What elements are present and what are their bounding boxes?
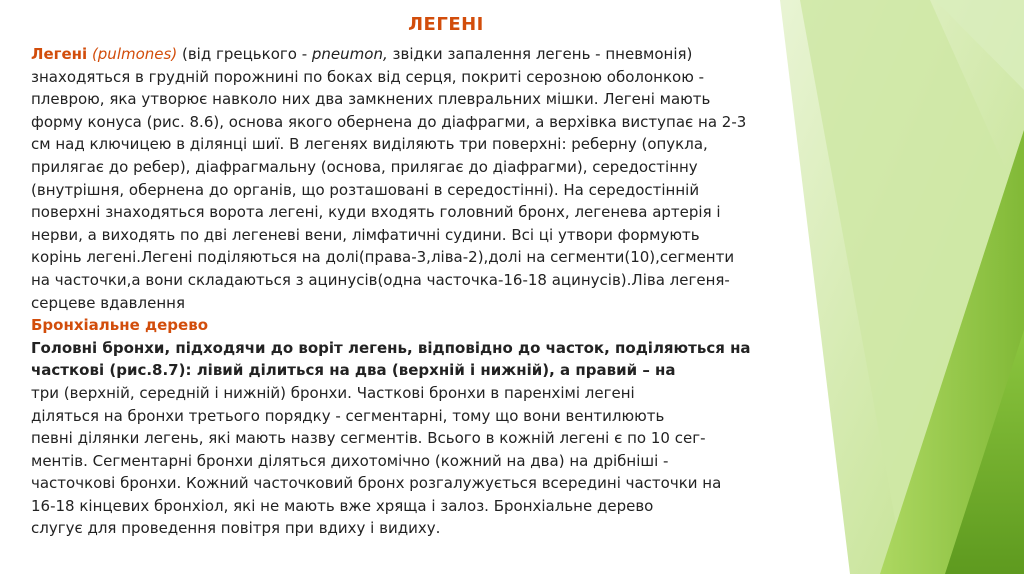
paragraph-line [31, 43, 841, 66]
paragraph-line: певні ділянки легень, які мають назву сегментів. Всього в кожній легені є по 10 сег- [31, 429, 706, 448]
page-title: ЛЕГЕНІ [408, 14, 484, 35]
paragraph-line: на часточки,а вони складаються з ацинусів(одна часточка-16-18 ацинусів).Ліва легеня- [31, 270, 730, 289]
paragraph-line: слугує для проведення повітря при вдиху і видиху. [31, 519, 441, 538]
paragraph-line: три (верхній, середній і нижній) бронхи. Часткові бронхи в паренхімі легені [31, 383, 635, 402]
paragraph-line: знаходяться в грудній порожнині по боках від серця, покриті серозною оболонкою - [31, 67, 705, 86]
paragraph-line: см над ключицею в ділянці шиї. В легенях виділяють три поверхні: реберну (опукла, [31, 135, 708, 154]
paragraph-line: плеврою, яка утворює навколо них два замкнених плевральних мішки. Легені мають [31, 90, 711, 109]
paragraph-line: серцеве вдавлення [31, 293, 185, 312]
paragraph-line: ментів. Сегментарні бронхи діляться дихотомічно (кожний на два) на дрібніші - [31, 451, 669, 470]
paragraph-line: 16-18 кінцевих бронхіол, які не мають вже хряща і залоз. Бронхіальне дерево [31, 496, 654, 515]
paragraph-line: діляться на бронхи третього порядку - сегментарні, тому що вони вентилюють [31, 406, 665, 425]
paragraph-line: форму конуса (рис. 8.6), основа якого обернена до діафрагми, а верхівка виступає на 2-3 [31, 112, 747, 131]
latin-term: (pulmones) [91, 45, 178, 63]
paragraph-line: поверхні знаходяться ворота легені, куди входять головний бронх, легенева артерія і [31, 203, 721, 222]
paragraph-line: прилягає до ребер), діафрагмальну (основа, прилягає до діафрагми), середостінну [31, 157, 698, 176]
paragraph-line: нерви, а виходять по дві легеневі вени, лімфатичні судини. Всі ці утвори формують [31, 225, 700, 244]
paragraph-line: часточкові бронхи. Кожний часточковий бронх розгалужується всередині часточки на [31, 474, 722, 493]
text-fragment: звідки запалення легень - пневмонія) [392, 45, 693, 63]
term-legeni: Легені [31, 45, 88, 63]
text-fragment: (від грецького - [181, 45, 308, 63]
paragraph-line: часткові (рис.8.7): лівий ділиться на два (верхній і нижній), а правий – на [31, 361, 676, 380]
paragraph-line: Головні бронхи, підходячи до воріт легень, відповідно до часток, поділяються на [31, 338, 751, 357]
paragraph-line: (внутрішня, обернена до органів, що розташовані в середостінні). На середостінній [31, 180, 700, 199]
section-subheading: Бронхіальне дерево [31, 316, 209, 335]
greek-term: pneumon, [311, 45, 388, 63]
paragraph-line: корінь легені.Легені поділяються на долі(права-3,ліва-2),долі на сегменти(10),сегменти [31, 248, 735, 267]
text-body [31, 43, 841, 540]
